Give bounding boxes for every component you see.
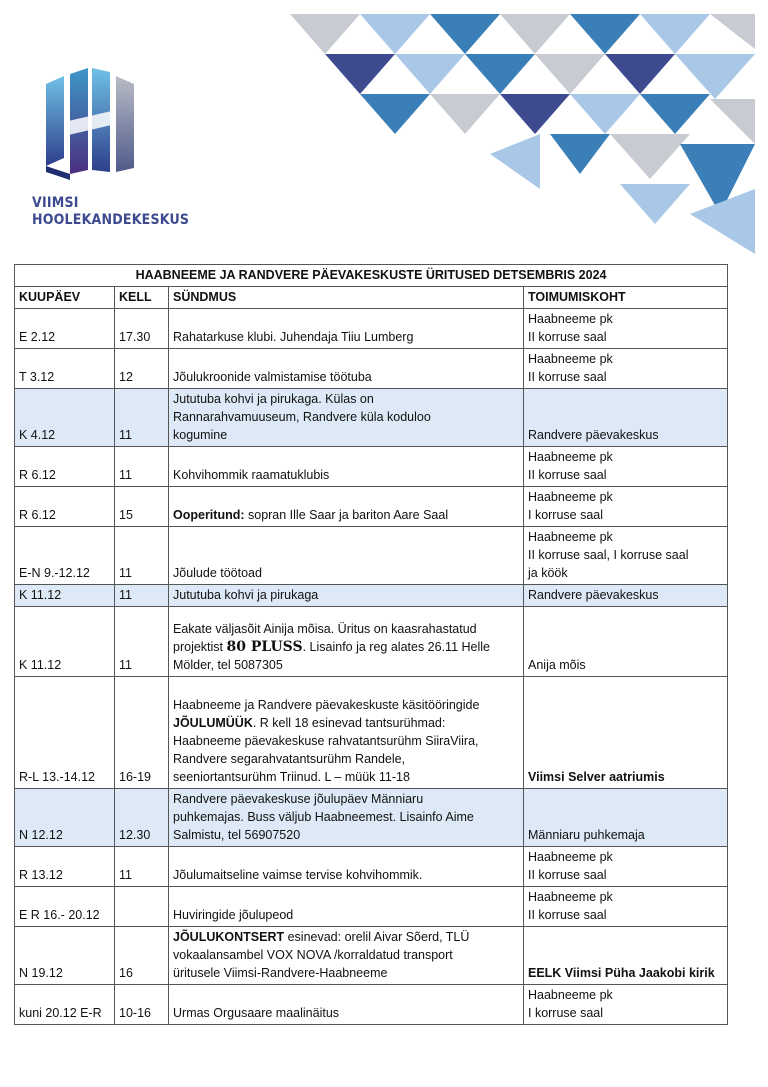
event-bold: JÕULUMÜÜK bbox=[173, 716, 253, 730]
event-text: projektist bbox=[173, 640, 227, 654]
cell-date: K 11.12 bbox=[15, 585, 115, 607]
place-line: Anija mõis bbox=[528, 658, 586, 672]
event-line: puhkemajas. Buss väljub Haabneemest. Lisainfo Aime bbox=[173, 810, 474, 824]
cell-time: 11 bbox=[115, 527, 169, 585]
place-line: Haabneeme pk bbox=[528, 850, 613, 864]
place-line: II korruse saal bbox=[528, 908, 607, 922]
place-line: Haabneeme pk bbox=[528, 312, 613, 326]
event-line bbox=[173, 928, 519, 946]
cell-event bbox=[169, 389, 524, 447]
table-row bbox=[15, 527, 728, 585]
cell-date: E R 16.- 20.12 bbox=[15, 887, 115, 927]
event-line: Kohvihommik raamatuklubis bbox=[173, 468, 330, 482]
cell-date: K 11.12 bbox=[15, 607, 115, 677]
cell-event bbox=[169, 789, 524, 847]
cell-time: 11 bbox=[115, 447, 169, 487]
logo-line-2: HOOLEKANDEKESKUS bbox=[32, 212, 190, 228]
event-text: esinevad: orelil Aivar Sõerd, TLÜ bbox=[284, 930, 470, 944]
cell-place bbox=[524, 527, 728, 585]
event-line bbox=[173, 638, 519, 656]
table-row bbox=[15, 309, 728, 349]
cell-place bbox=[524, 309, 728, 349]
cell-place bbox=[524, 389, 728, 447]
event-line: Haabneeme ja Randvere päevakeskuste käsitööringide bbox=[173, 698, 480, 712]
table-row bbox=[15, 349, 728, 389]
cell-place bbox=[524, 585, 728, 607]
cell-time: 11 bbox=[115, 607, 169, 677]
cell-event bbox=[169, 487, 524, 527]
event-line: Randvere segarahvatantsurühm Randele, bbox=[173, 752, 406, 766]
cell-time: 12 bbox=[115, 349, 169, 389]
cell-event bbox=[169, 309, 524, 349]
place-line: Haabneeme pk bbox=[528, 988, 613, 1002]
place-line: Männiaru puhkemaja bbox=[528, 828, 645, 842]
cell-time: 11 bbox=[115, 847, 169, 887]
cell-place bbox=[524, 487, 728, 527]
place-line: II korruse saal bbox=[528, 868, 607, 882]
event-text: . R kell 18 esinevad tantsurühmad: bbox=[252, 716, 446, 730]
cell-time: 11 bbox=[115, 389, 169, 447]
cell-event bbox=[169, 847, 524, 887]
place-line: Haabneeme pk bbox=[528, 890, 613, 904]
header-time: KELL bbox=[115, 287, 169, 309]
header-date: KUUPÄEV bbox=[15, 287, 115, 309]
cell-place bbox=[524, 677, 728, 789]
schedule-table bbox=[14, 264, 728, 1025]
place-line: Randvere päevakeskus bbox=[528, 428, 659, 442]
cell-place bbox=[524, 985, 728, 1025]
place-line: II korruse saal bbox=[528, 468, 607, 482]
event-line: Rannarahvamuuseum, Randvere küla koduloo bbox=[173, 410, 431, 424]
event-line: kogumine bbox=[173, 428, 228, 442]
place-line: Haabneeme pk bbox=[528, 530, 613, 544]
table-row bbox=[15, 585, 728, 607]
cell-date: R 6.12 bbox=[15, 487, 115, 527]
event-line: Eakate väljasõit Ainija mõisa. Üritus on kaasrahastatud bbox=[173, 622, 477, 636]
table-row bbox=[15, 985, 728, 1025]
cell-event bbox=[169, 607, 524, 677]
event-line: Mölder, tel 5087305 bbox=[173, 658, 283, 672]
event-bold: JÕULUKONTSERT bbox=[173, 930, 285, 944]
place-line: Haabneeme pk bbox=[528, 490, 613, 504]
table-row bbox=[15, 607, 728, 677]
cell-time bbox=[115, 887, 169, 927]
cell-date: R 6.12 bbox=[15, 447, 115, 487]
cell-event bbox=[169, 887, 524, 927]
event-bold: Ooperitund: bbox=[173, 508, 245, 522]
header-event: SÜNDMUS bbox=[169, 287, 524, 309]
cell-place bbox=[524, 887, 728, 927]
event-line: Huviringide jõulupeod bbox=[173, 908, 294, 922]
cell-date: K 4.12 bbox=[15, 389, 115, 447]
cell-place bbox=[524, 447, 728, 487]
cell-event bbox=[169, 527, 524, 585]
table-row bbox=[15, 789, 728, 847]
event-line: Randvere päevakeskuse jõulupäev Männiaru bbox=[173, 792, 424, 806]
cell-time: 10-16 bbox=[115, 985, 169, 1025]
cell-place bbox=[524, 847, 728, 887]
cell-date: N 19.12 bbox=[15, 927, 115, 985]
cell-event bbox=[169, 927, 524, 985]
place-line: I korruse saal bbox=[528, 508, 604, 522]
place-line: II korruse saal bbox=[528, 370, 607, 384]
cell-event bbox=[169, 447, 524, 487]
cell-event bbox=[169, 585, 524, 607]
event-line: Haabneeme päevakeskuse rahvatantsurühm SiiraViira, bbox=[173, 734, 479, 748]
place-line: Viimsi Selver aatriumis bbox=[528, 770, 665, 784]
event-line: Jõulude töötoad bbox=[173, 566, 262, 580]
event-line: Urmas Orgusaare maalinäitus bbox=[173, 1006, 340, 1020]
cell-date: kuni 20.12 E-R bbox=[15, 985, 115, 1025]
event-line: üritusele Viimsi-Randvere-Haabneeme bbox=[173, 966, 388, 980]
table-title-row bbox=[15, 265, 728, 287]
event-line: Rahatarkuse klubi. Juhendaja Tiiu Lumberg bbox=[173, 330, 414, 344]
cell-time: 17.30 bbox=[115, 309, 169, 349]
cell-time: 16-19 bbox=[115, 677, 169, 789]
cell-date: R 13.12 bbox=[15, 847, 115, 887]
cell-time: 12.30 bbox=[115, 789, 169, 847]
place-line: Haabneeme pk bbox=[528, 352, 613, 366]
table-header-row bbox=[15, 287, 728, 309]
cell-date: T 3.12 bbox=[15, 349, 115, 389]
event-line: Salmistu, tel 56907520 bbox=[173, 828, 301, 842]
cell-date: E 2.12 bbox=[15, 309, 115, 349]
cell-place bbox=[524, 607, 728, 677]
cell-place bbox=[524, 349, 728, 389]
place-line: II korruse saal, I korruse saal bbox=[528, 548, 689, 562]
cell-time: 16 bbox=[115, 927, 169, 985]
table-row bbox=[15, 447, 728, 487]
cell-event bbox=[169, 349, 524, 389]
place-line: EELK Viimsi Püha Jaakobi kirik bbox=[528, 966, 715, 980]
table-title: HAABNEEME JA RANDVERE PÄEVAKESKUSTE ÜRITUSED DETSEMBRIS 2024 bbox=[15, 265, 728, 287]
event-line: Jututuba kohvi ja pirukaga. Külas on bbox=[173, 392, 374, 406]
cell-event bbox=[169, 677, 524, 789]
event-line: Jõulumaitseline vaimse tervise kohvihommik. bbox=[173, 868, 423, 882]
cell-place bbox=[524, 789, 728, 847]
table-row bbox=[15, 487, 728, 527]
table-row bbox=[15, 887, 728, 927]
event-line: Jututuba kohvi ja pirukaga bbox=[173, 588, 319, 602]
place-line: II korruse saal bbox=[528, 330, 607, 344]
event-line: vokaalansambel VOX NOVA /korraldatud transport bbox=[173, 948, 453, 962]
project-name: 80 PLUSS bbox=[226, 639, 303, 655]
table-row bbox=[15, 847, 728, 887]
logo-text bbox=[32, 195, 189, 229]
event-text: sopran Ille Saar ja bariton Aare Saal bbox=[244, 508, 449, 522]
cell-date: R-L 13.-14.12 bbox=[15, 677, 115, 789]
header-place: TOIMUMISKOHT bbox=[524, 287, 728, 309]
event-line: Jõulukroonide valmistamise töötuba bbox=[173, 370, 372, 384]
place-line: Randvere päevakeskus bbox=[528, 588, 659, 602]
table-row bbox=[15, 389, 728, 447]
cell-time: 11 bbox=[115, 585, 169, 607]
place-line: I korruse saal bbox=[528, 1006, 604, 1020]
cell-place bbox=[524, 927, 728, 985]
logo-line-1: VIIMSI bbox=[32, 195, 79, 211]
cell-time: 15 bbox=[115, 487, 169, 527]
event-line: seeniortantsurühm Triinud. L – müük 11-18 bbox=[173, 770, 410, 784]
table-row bbox=[15, 927, 728, 985]
place-line: ja köök bbox=[528, 566, 568, 580]
table-row bbox=[15, 677, 728, 789]
event-text: . Lisainfo ja reg alates 26.11 Helle bbox=[302, 640, 490, 654]
cell-event bbox=[169, 985, 524, 1025]
cell-date: E-N 9.-12.12 bbox=[15, 527, 115, 585]
decorative-triangles-icon bbox=[290, 14, 755, 254]
place-line: Haabneeme pk bbox=[528, 450, 613, 464]
cell-date: N 12.12 bbox=[15, 789, 115, 847]
event-line bbox=[173, 714, 519, 732]
